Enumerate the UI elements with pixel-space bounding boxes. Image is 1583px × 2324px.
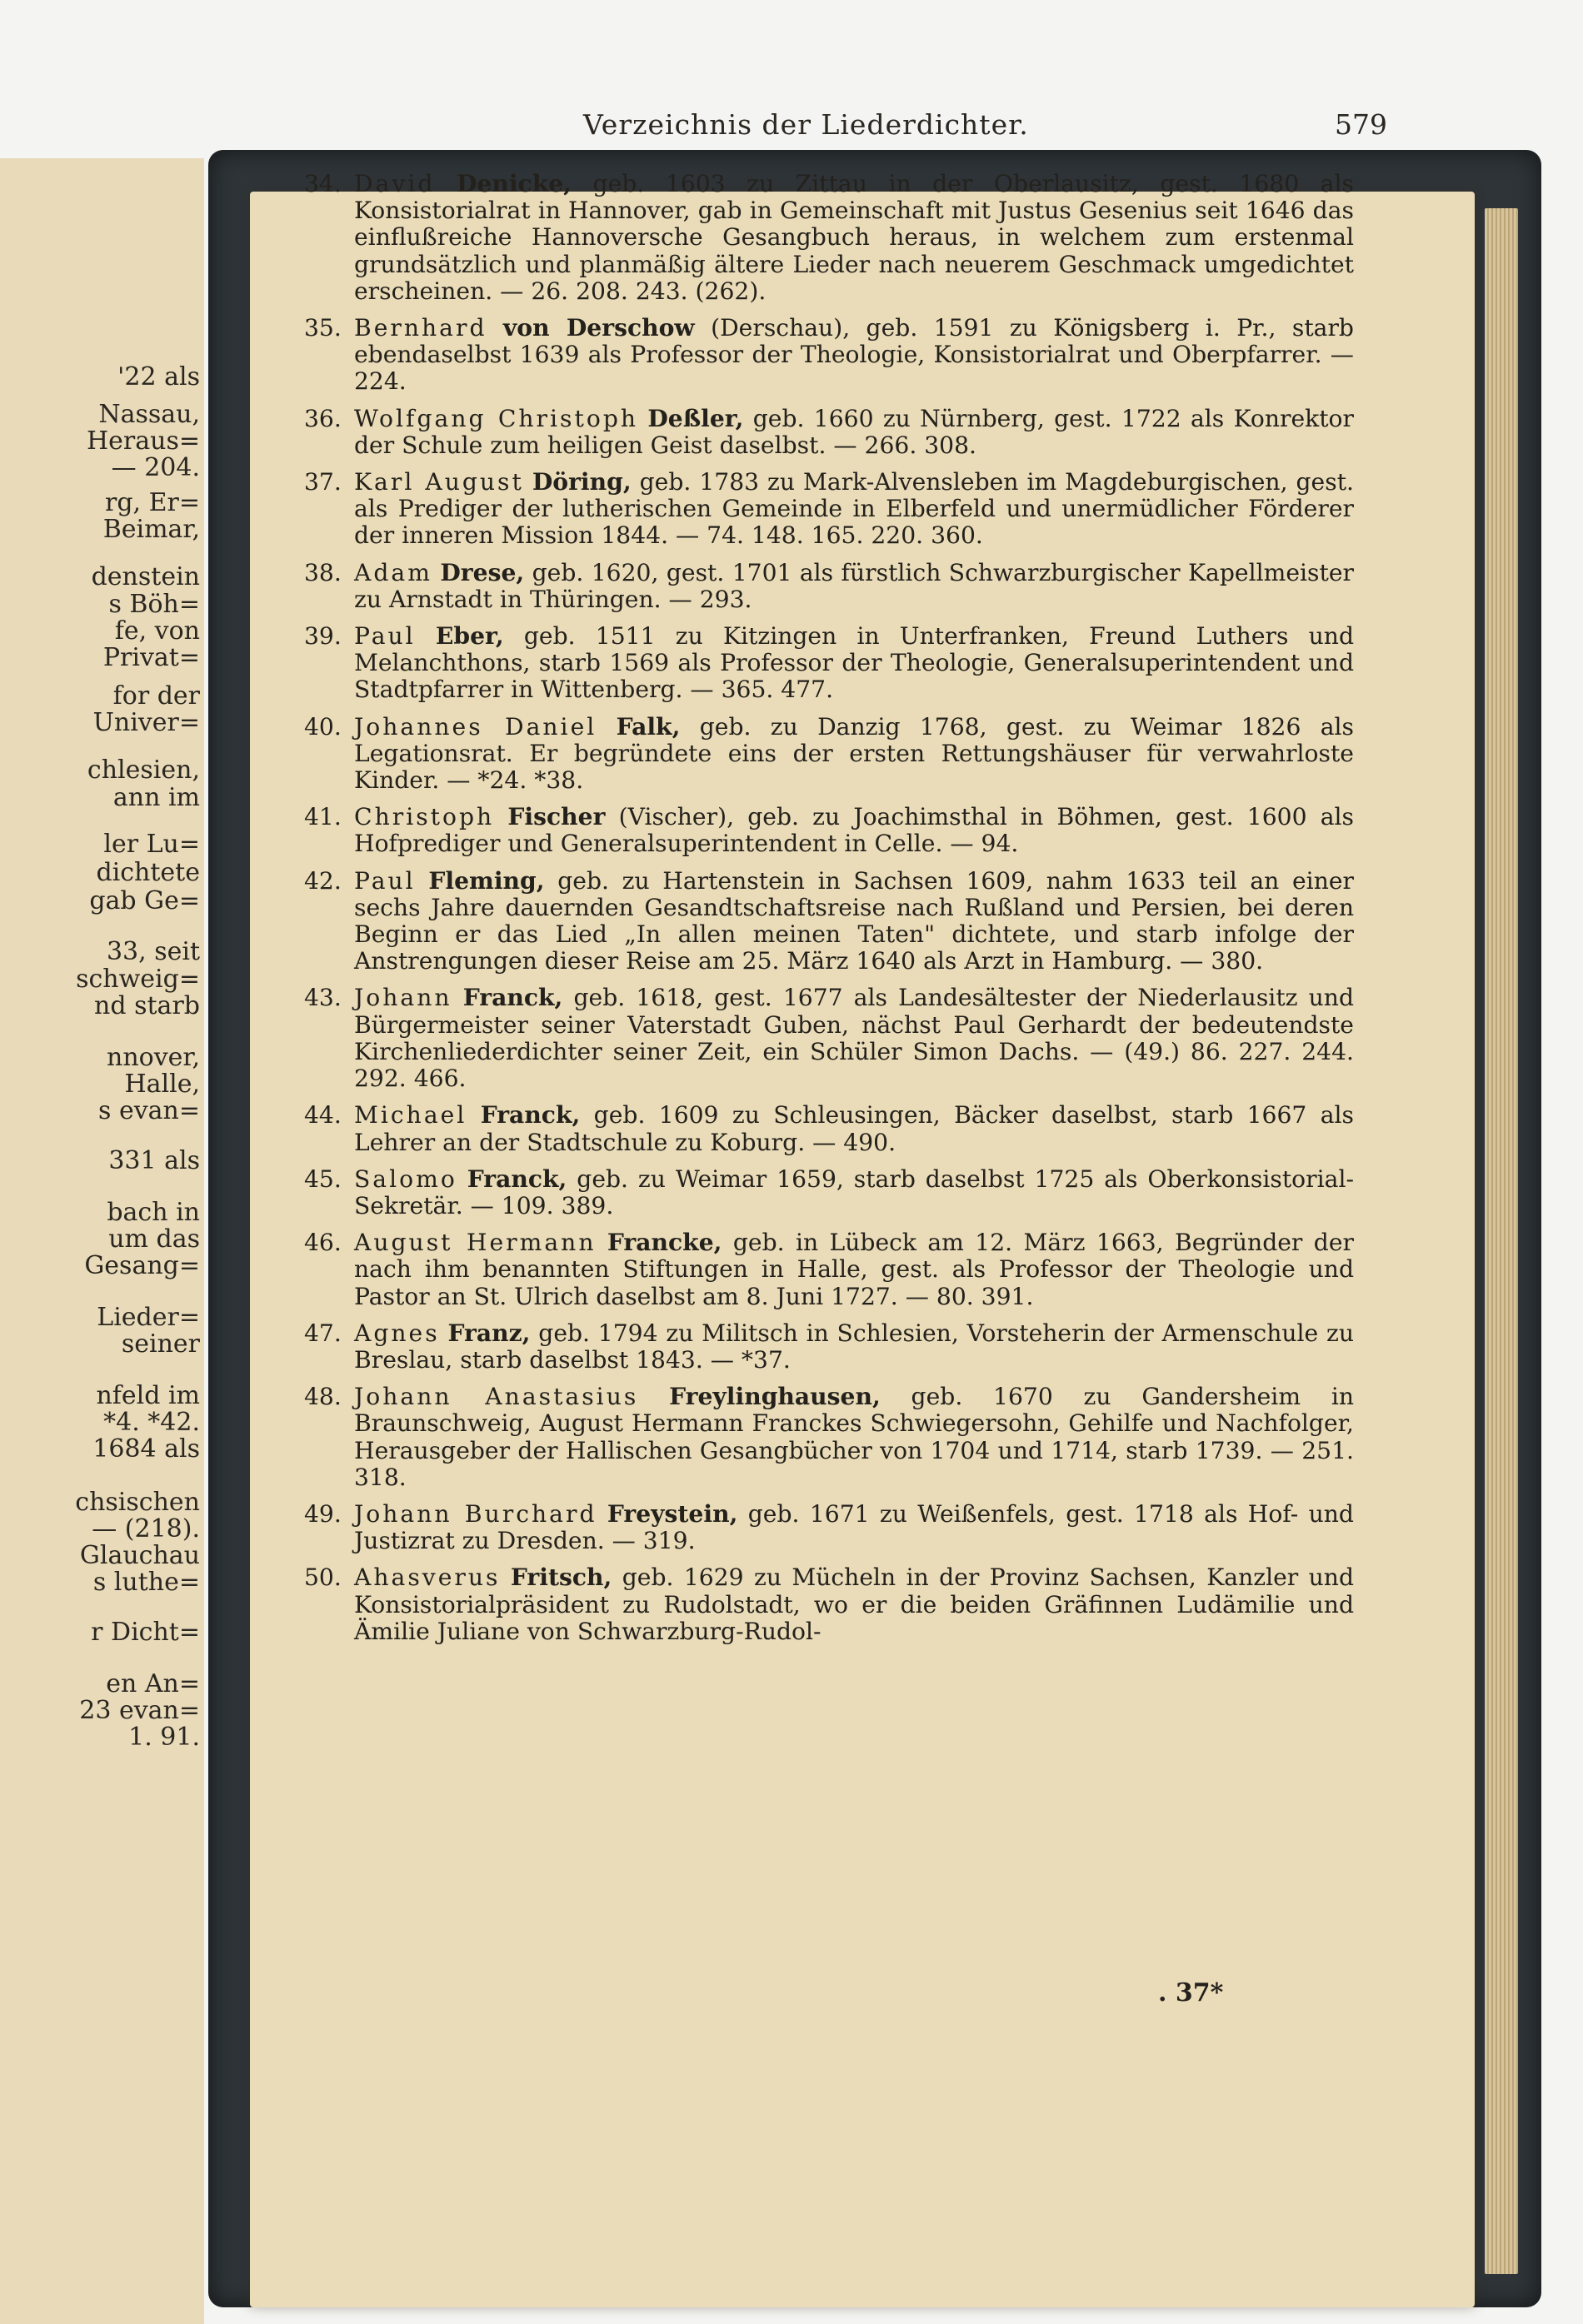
entry-number: 38. [304,558,342,586]
entry-given-name: Johann [354,984,452,1012]
entry-number: 41. [304,803,342,831]
entry-given-name: Christoph [354,803,495,831]
prev-line: 23 evan= [79,1696,200,1725]
prev-line: ann im [112,783,200,812]
entry-text: (Derschau), geb. 1591 zu Königsberg i. Pr., starb ebendaselbst 1639 als Professor der Theologie, Konsistorialrat und Oberpfarrer. — 224. [354,314,1354,396]
entry-given-name: Adam [354,558,432,586]
entry-number: 36. [304,404,342,432]
list-item [304,623,1354,704]
entry-surname: Deßler, [647,404,744,432]
list-item [304,804,1354,857]
entry-surname: Falk, [616,712,681,741]
entry-surname: Franz, [447,1319,531,1347]
entry-surname: Fleming, [428,866,545,895]
entry-given-name: Agnes [354,1319,440,1347]
entry-given-name: Johann Anastasius [354,1383,639,1411]
page-header [375,108,1387,158]
prev-line: s Böh= [108,590,200,619]
list-item [304,406,1354,459]
signature-mark: . 37* [1158,1978,1224,2007]
prev-line: Nassau, [98,400,200,429]
prev-line: denstein [91,562,200,591]
entry-given-name: August Hermann [354,1229,597,1257]
list-item [304,1501,1354,1554]
entry-number: 47. [304,1319,342,1347]
prev-line: 1684 als [92,1434,200,1464]
entry-number: 34. [304,170,342,197]
entry-given-name: Paul [354,866,416,895]
list-item [304,1384,1354,1491]
entry-number: 44. [304,1101,342,1130]
entry-given-name: Salomo [354,1164,457,1193]
prev-line: '22 als [117,362,200,391]
entry-surname: Freystein, [607,1499,738,1528]
list-item [304,714,1354,795]
entry-surname: Drese, [440,558,525,586]
prev-line: Privat= [102,643,200,672]
entry-text: geb. 1603 zu Zittau in der Oberlausitz, gest. 1680 als Konsistorialrat in Hannover, gab in Gemeinschaft mit Justus Gesenius seit 1646 das einflußreiche Hannoversche Gesangbuch heraus, in welchem zum erstenmal grundsätzlich und planmäßig ältere Lieder nach neuerem Geschmack umgedichtet erscheinen. — 26. 208. 243. (262). [354,170,1354,305]
prev-line: — (218). [92,1514,200,1544]
prev-line: Glauchau [79,1541,200,1570]
entry-surname: Freylinghausen, [669,1383,881,1411]
entry-number: 45. [304,1164,342,1193]
entry-text: geb. 1618, gest. 1677 als Landesältester der Niederlausitz und Bürgermeister seiner Vaterstadt Guben, nächst Paul Gerhardt der bedeutendste Kirchenliederdichter seiner Zeit, ein Schüler Simon Dachs. — (49.) 86. 227. 244. 292. 466. [354,984,1354,1093]
entry-surname: von Derschow [502,314,695,342]
entry-number: 42. [304,866,342,895]
list-item [304,1102,1354,1155]
prev-line: Halle, [124,1070,200,1099]
entry-text: (Vischer), geb. zu Joachimsthal in Böhmen, gest. 1600 als Hofprediger und Generalsuperintendent in Celle. — 94. [354,803,1354,858]
entry-number: 35. [304,314,342,342]
list-item [304,171,1354,305]
entry-text: geb. zu Danzig 1768, gest. zu Weimar 1826 als Legationsrat. Er begründete eins der ersten Rettungshäuser für verwahrloste Kinder. — *24. *38. [354,712,1355,795]
prev-line: Lieder= [97,1303,200,1332]
list-item [304,1320,1354,1374]
prev-line: nd starb [94,991,200,1020]
entry-surname: Denicke, [456,170,572,197]
entry-given-name: Ahasverus [354,1563,501,1592]
list-item [304,560,1354,613]
entry-surname: Franck, [462,984,563,1012]
prev-line: ler Lu= [103,830,200,859]
entry-given-name: Johann Burchard [354,1499,597,1528]
entry-text: geb. zu Hartenstein in Sachsen 1609, nahm 1633 teil an einer sechs Jahre dauernden Gesandtschaftsreise nach Rußland und Persien, bei deren Beginn er das Lied „In allen meinen Taten" dichtete, und starb infolge der Anstrengungen dieser Reise am 25. März 1640 als Arzt in Hamburg. — 380. [354,866,1355,975]
entry-given-name: Paul [354,622,416,651]
prev-line: r Dicht= [91,1618,200,1647]
entry-given-name: Karl August [354,468,524,496]
prev-line: schweig= [76,965,200,994]
prev-line: s evan= [98,1096,200,1125]
running-title: Verzeichnis der Liederdichter. [583,108,1029,141]
poet-index-list [304,171,1354,1655]
list-item [304,1564,1354,1645]
list-item [304,469,1354,550]
previous-page-fragment [0,158,204,2324]
prev-line: — 204. [111,453,200,482]
entry-text: geb. zu Weimar 1659, starb daselbst 1725 als Oberkonsistorial-Sekretär. — 109. 389. [354,1164,1354,1219]
prev-line: fe, von [114,616,200,646]
prev-line: um das [108,1224,200,1254]
prev-line: 331 als [108,1146,200,1175]
prev-line: rg, Er= [105,488,200,517]
entry-surname: Fritsch, [510,1563,612,1592]
entry-number: 48. [304,1383,342,1411]
entry-surname: Franck, [467,1164,567,1193]
prev-line: 1. 91. [128,1723,200,1752]
entry-text: geb. 1620, gest. 1701 als fürstlich Schwarzburgischer Kapellmeister zu Arnstadt in Thüringen. — 293. [354,558,1354,613]
entry-number: 50. [304,1563,342,1592]
entry-given-name: Johannes Daniel [354,712,597,741]
entry-text: geb. in Lübeck am 12. März 1663, Begründer der nach ihm benannten Stiftungen in Halle, gest. als Professor der Theologie und Pastor an St. Ulrich daselbst am 8. Juni 1727. — 80. 391. [354,1229,1354,1310]
list-item [304,868,1354,975]
entry-given-name: Michael [354,1101,467,1130]
entry-number: 43. [304,984,342,1012]
list-item [304,315,1354,396]
prev-line: *4. *42. [103,1408,200,1437]
prev-line: Beimar, [102,515,200,544]
entry-number: 37. [304,468,342,496]
prev-line: nfeld im [96,1381,200,1410]
entry-number: 39. [304,622,342,651]
entry-number: 46. [304,1229,342,1257]
page-edges [1485,208,1518,2274]
entry-surname: Döring, [532,468,632,496]
entry-text: geb. 1660 zu Nürnberg, gest. 1722 als Konrektor der Schule zum heiligen Geist daselbst. — 266. 308. [354,404,1354,459]
entry-surname: Franck, [480,1101,581,1130]
entry-text: geb. 1671 zu Weißenfels, gest. 1718 als Hof- und Justizrat zu Dresden. — 319. [354,1499,1354,1555]
entry-given-name: Bernhard [354,314,487,342]
entry-surname: Fischer [507,803,606,831]
prev-line: Heraus= [87,426,200,456]
prev-line: chlesien, [87,756,200,785]
list-item [304,1229,1354,1310]
list-item [304,985,1354,1092]
entry-given-name: Wolfgang Christoph [354,404,639,432]
entry-surname: Eber, [435,622,504,651]
prev-line: 33, seit [106,937,200,966]
list-item [304,1166,1354,1219]
prev-line: Univer= [92,708,200,737]
entry-text: geb. 1609 zu Schleusingen, Bäcker daselbst, starb 1667 als Lehrer an der Stadtschule zu Koburg. — 490. [354,1101,1354,1156]
entry-text: geb. 1629 zu Mücheln in der Provinz Sachsen, Kanzler und Konsistorialpräsident zu Rudolstadt, wo er die beiden Gräfinnen Ludämilie und Ämilie Juliane von Schwarzburg-Rudol- [354,1563,1354,1645]
prev-line: seiner [121,1329,200,1359]
entry-text: geb. 1783 zu Mark-Alvensleben im Magdeburgischen, gest. als Prediger der lutherischen Gemeinde in Elberfeld und unermüdlicher Förderer der inneren Mission 1844. — 74. 148. 165. 220. 360. [354,468,1354,550]
prev-line: chsischen [75,1488,200,1517]
entry-text: geb. 1670 zu Gandersheim in Braunschweig, August Hermann Franckes Schwiegersohn, Gehilfe und Nachfolger, Herausgeber der Hallischen Gesangbücher von 1704 und 1714, starb 1739. — 251. 318. [354,1383,1354,1491]
prev-line: dichtete [96,858,200,887]
entry-text: geb. 1511 zu Kitzingen in Unterfranken, Freund Luthers und Melanchthons, starb 1569 als Professor der Theologie, Generalsuperintendent und Stadtpfarrer in Wittenberg. — 365. 477. [354,622,1354,704]
prev-line: en An= [106,1669,200,1698]
prev-line: for der [112,681,200,711]
prev-line: Gesang= [84,1251,200,1280]
entry-text: geb. 1794 zu Militsch in Schlesien, Vorsteherin der Armenschule zu Breslau, starb daselbst 1843. — *37. [354,1319,1354,1374]
entry-number: 49. [304,1499,342,1528]
prev-line: s luthe= [92,1568,200,1597]
prev-line: gab Ge= [89,886,200,915]
prev-line: bach in [107,1198,200,1227]
entry-surname: Francke, [607,1229,722,1257]
entry-given-name: David [354,170,436,197]
entry-number: 40. [304,712,342,741]
page-number: 579 [1335,108,1387,141]
prev-line: nnover, [107,1043,200,1072]
